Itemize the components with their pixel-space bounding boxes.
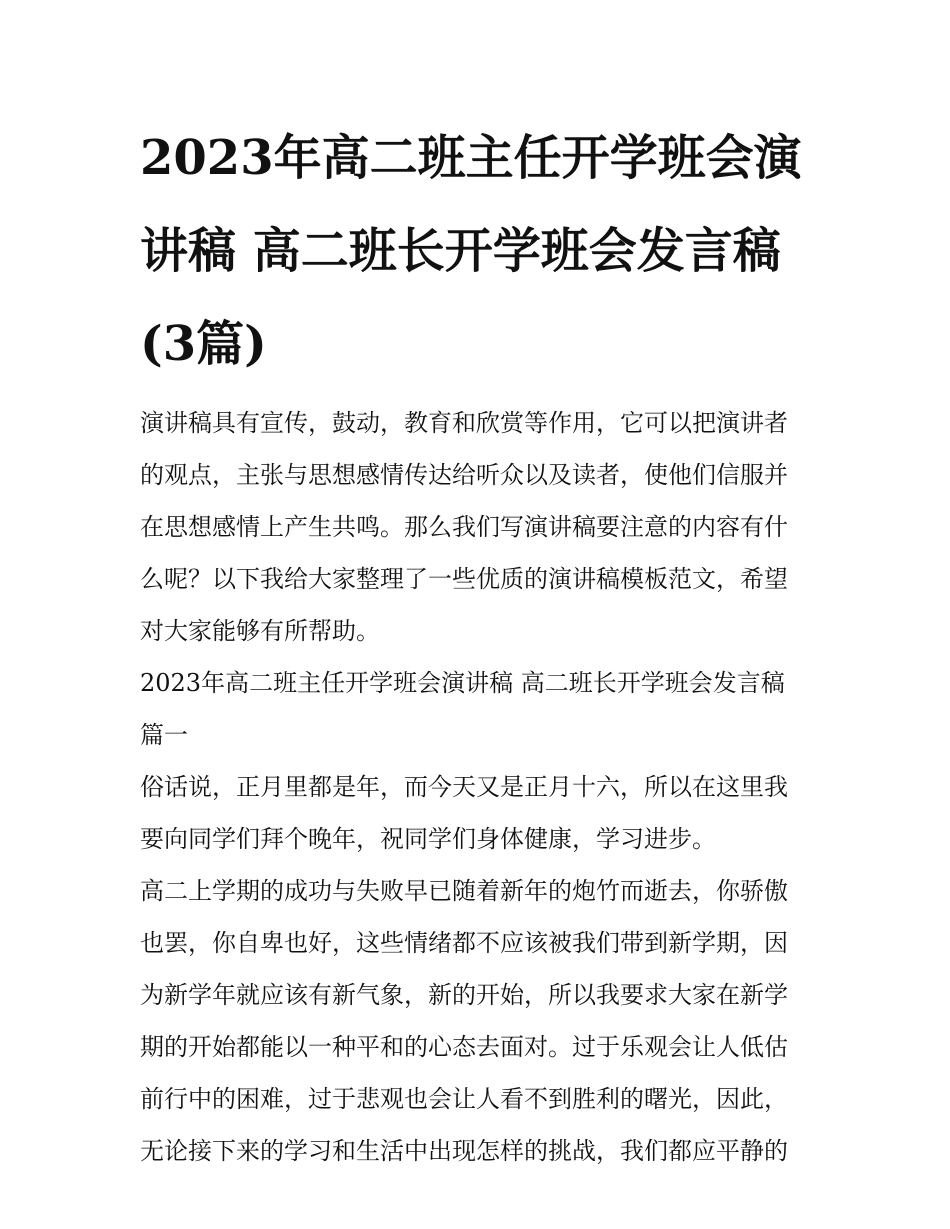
text-line: 要向同学们拜个晚年，祝同学们身体健康，学习进步。 bbox=[140, 825, 716, 853]
intro-paragraph bbox=[140, 397, 812, 657]
text-line: 无论接下来的学习和生活中出现怎样的挑战，我们都应平静的 bbox=[140, 1137, 788, 1165]
text-line: 对大家能够有所帮助。 bbox=[140, 617, 380, 645]
text-line: 前行中的困难，过于悲观也会让人看不到胜利的曙光，因此， bbox=[140, 1085, 788, 1113]
title-line: (3篇) bbox=[140, 316, 267, 372]
section-heading-line: 2023年高二班主任开学班会演讲稿 高二班长开学班会发言稿 bbox=[140, 669, 785, 697]
text-line: 在思想感情上产生共鸣。那么我们写演讲稿要注意的内容有什 bbox=[140, 513, 788, 541]
text-line: 期的开始都能以一种平和的心态去面对。过于乐观会让人低估 bbox=[140, 1033, 788, 1061]
text-line: 为新学年就应该有新气象，新的开始，所以我要求大家在新学 bbox=[140, 981, 788, 1009]
section-heading-line: 篇一 bbox=[140, 721, 188, 749]
text-line: 也罢，你自卑也好，这些情绪都不应该被我们带到新学期，因 bbox=[140, 929, 788, 957]
text-line: 俗话说，正月里都是年，而今天又是正月十六，所以在这里我 bbox=[140, 773, 788, 801]
body-paragraph-2 bbox=[140, 865, 812, 1177]
text-line: 高二上学期的成功与失败早已随着新年的炮竹而逝去，你骄傲 bbox=[140, 877, 788, 905]
text-line: 演讲稿具有宣传，鼓动，教育和欣赏等作用，它可以把演讲者 bbox=[140, 409, 788, 437]
body-paragraph-1 bbox=[140, 761, 812, 865]
title-line: 讲稿 高二班长开学班会发言稿 bbox=[140, 223, 781, 279]
document-title bbox=[140, 112, 812, 391]
text-line: 的观点，主张与思想感情传达给听众以及读者，使他们信服并 bbox=[140, 461, 788, 489]
document-page bbox=[140, 112, 812, 1177]
title-line: 2023年高二班主任开学班会演 bbox=[140, 130, 802, 186]
section-heading bbox=[140, 657, 812, 761]
text-line: 么呢？以下我给大家整理了一些优质的演讲稿模板范文，希望 bbox=[140, 565, 788, 593]
